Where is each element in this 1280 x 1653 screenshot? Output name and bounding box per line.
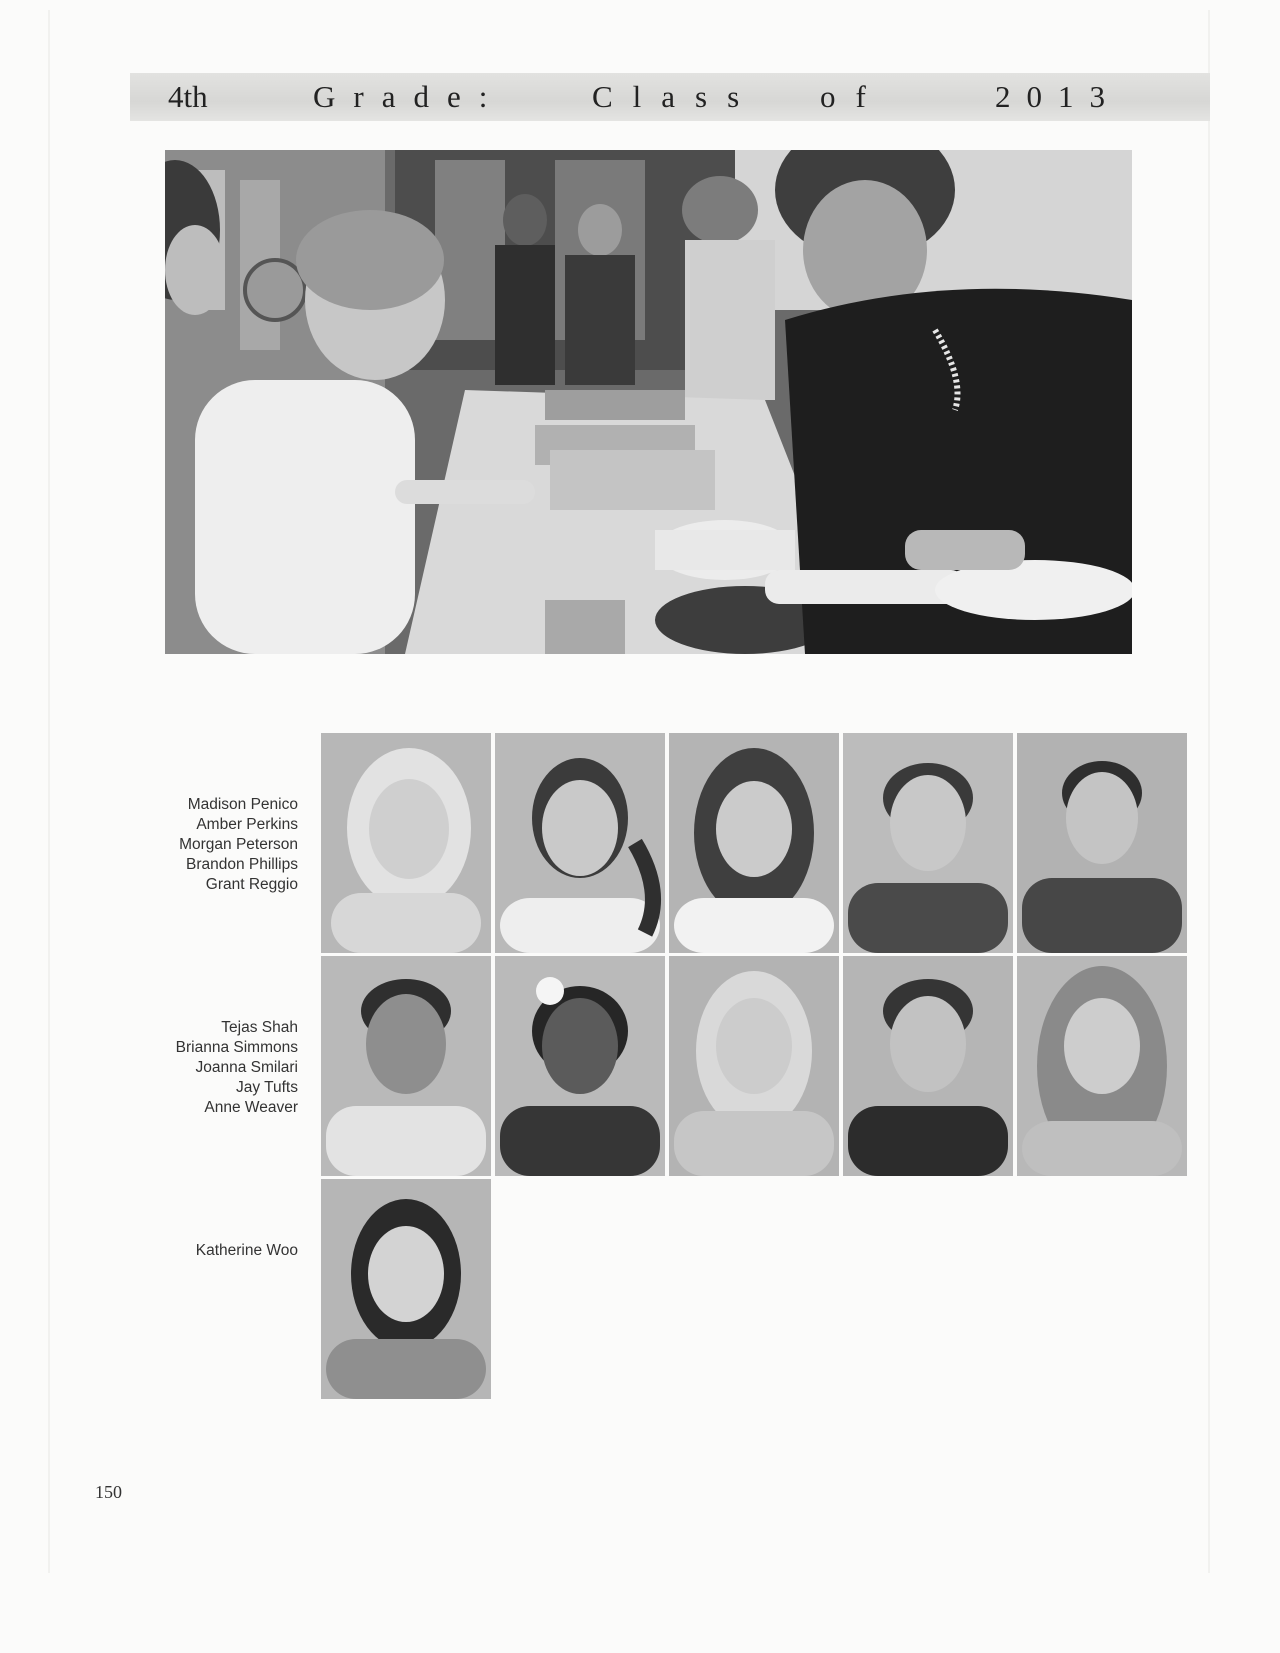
title-class-word: Class: [592, 79, 760, 114]
name-list-row-3: [120, 1241, 298, 1261]
student-portrait: [495, 733, 665, 953]
page-edge-left: [48, 10, 50, 1573]
student-name: Brianna Simmons: [175, 1039, 298, 1056]
name-list-row-2: [120, 1018, 298, 1118]
title-of-word: of: [820, 79, 886, 114]
student-portrait: [843, 956, 1013, 1176]
title-year: 2013: [995, 79, 1121, 114]
title-grade-word: Grade:: [313, 79, 506, 114]
student-portrait: [321, 733, 491, 953]
page-title-band: [130, 73, 1210, 121]
page-edge-right: [1208, 10, 1210, 1573]
student-portrait: [1017, 733, 1187, 953]
student-name: Madison Penico: [187, 796, 298, 813]
main-candid-photo: [165, 150, 1132, 654]
student-name: Morgan Peterson: [179, 836, 298, 853]
student-name: Grant Reggio: [205, 876, 298, 893]
student-name: Tejas Shah: [221, 1019, 298, 1036]
student-portrait: [669, 956, 839, 1176]
student-name: Joanna Smilari: [195, 1059, 298, 1076]
student-portrait: [669, 733, 839, 953]
student-name: Katherine Woo: [195, 1242, 298, 1259]
student-name: Anne Weaver: [204, 1099, 298, 1116]
student-portrait: [321, 956, 491, 1176]
student-portrait: [321, 1179, 491, 1399]
student-name: Amber Perkins: [196, 816, 298, 833]
student-portrait: [495, 956, 665, 1176]
student-name: Brandon Phillips: [185, 856, 298, 873]
title-grade-number: 4th: [168, 79, 208, 114]
page-number: 150: [95, 1482, 122, 1502]
student-name: Jay Tufts: [235, 1079, 298, 1096]
student-portrait: [843, 733, 1013, 953]
name-list-row-1: [120, 795, 298, 895]
student-portrait: [1017, 956, 1187, 1176]
